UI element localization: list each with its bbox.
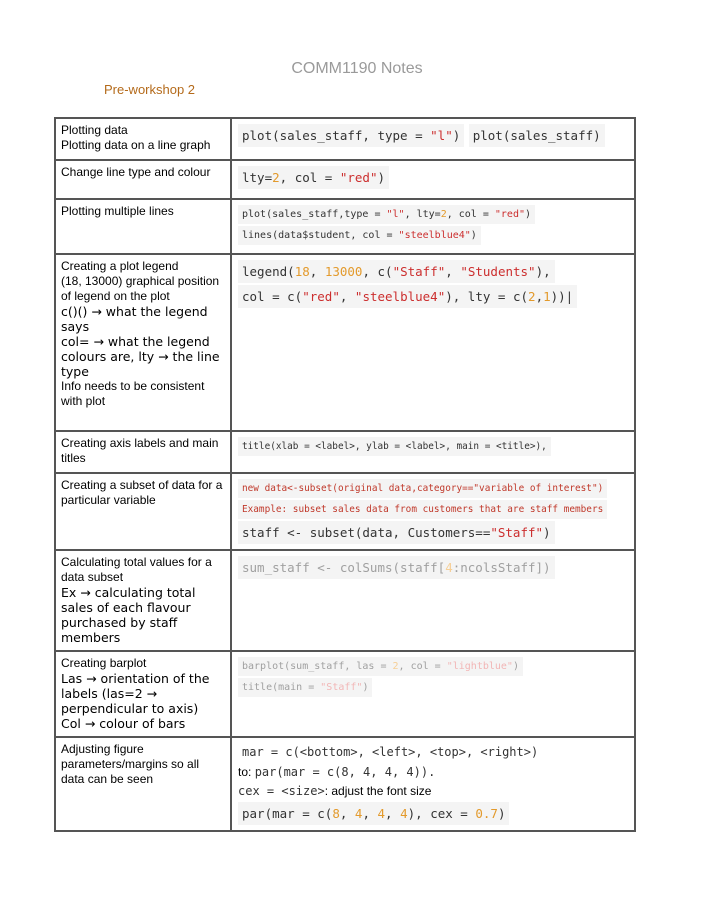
row-description xyxy=(55,651,231,737)
table-row xyxy=(55,550,635,651)
code-line: plot(sales_staff) xyxy=(469,124,605,147)
desc-line: Las → orientation of the labels (las=2 → perpendicular to axis) xyxy=(61,671,210,716)
code-line: Example: subset sales data from customers that are staff members xyxy=(238,500,607,519)
desc-line: col= → what the legend colours are, lty → the line type xyxy=(61,334,220,379)
desc-line: Creating a plot legend xyxy=(61,259,179,273)
desc-line: Plotting multiple lines xyxy=(61,204,174,218)
desc-line: Col → colour of bars xyxy=(61,716,186,731)
code-snippet xyxy=(231,737,635,831)
page-subtitle: Pre-workshop 2 xyxy=(104,82,196,97)
code-snippet xyxy=(231,431,635,473)
code-line: cex = <size>: adjust the font size xyxy=(238,784,432,798)
row-description xyxy=(55,118,231,160)
row-description xyxy=(55,473,231,550)
code-line: lines(data$student, col = "steelblue4") xyxy=(238,226,481,245)
row-description xyxy=(55,550,231,651)
code-line: sum_staff <- colSums(staff[4:ncolsStaff]) xyxy=(238,556,555,579)
desc-line: Calculating total values for a data subset xyxy=(61,555,212,584)
table-row xyxy=(55,118,635,160)
desc-line: Creating barplot xyxy=(61,656,147,670)
desc-line: Plotting data xyxy=(61,123,128,137)
notes-table xyxy=(54,117,636,832)
code-line: col = c("red", "steelblue4"), lty = c(2,1))| xyxy=(238,285,577,308)
code-line: title(xlab = <label>, ylab = <label>, main = <title>), xyxy=(238,437,551,456)
table-row xyxy=(55,431,635,473)
desc-line: Adjusting figure parameters/margins so all data can be seen xyxy=(61,742,200,786)
code-snippet xyxy=(231,473,635,550)
code-line: lty=2, col = "red") xyxy=(238,166,389,189)
desc-line: c()() → what the legend says xyxy=(61,304,208,334)
code-line: mar = c(<bottom>, <left>, <top>, <right>) xyxy=(238,743,542,762)
table-row xyxy=(55,199,635,254)
code-line: staff <- subset(data, Customers=="Staff") xyxy=(238,521,555,544)
code-snippet xyxy=(231,199,635,254)
code-line: to: par(mar = c(8, 4, 4, 4)). xyxy=(238,765,436,779)
desc-line: Creating axis labels and main titles xyxy=(61,436,219,465)
page-title: COMM1190 Notes xyxy=(291,60,423,77)
table-row xyxy=(55,160,635,199)
row-description xyxy=(55,199,231,254)
row-description xyxy=(55,431,231,473)
code-line: barplot(sum_staff, las = 2, col = "lightblue") xyxy=(238,657,523,676)
desc-line: Creating a subset of data for a particular variable xyxy=(61,478,223,507)
code-snippet xyxy=(231,160,635,199)
table-row xyxy=(55,473,635,550)
code-line: legend(18, 13000, c("Staff", "Students"), xyxy=(238,260,555,283)
code-snippet xyxy=(231,550,635,651)
code-line: title(main = "Staff") xyxy=(238,678,372,697)
row-description xyxy=(55,737,231,831)
code-line: plot(sales_staff,type = "l", lty=2, col = "red") xyxy=(238,205,535,224)
code-line: new data<-subset(original data,category=="variable of interest") xyxy=(238,479,607,498)
desc-line: Ex → calculating total sales of each flavour purchased by staff members xyxy=(61,585,196,645)
row-description xyxy=(55,160,231,199)
row-description xyxy=(55,254,231,431)
code-snippet xyxy=(231,118,635,160)
table-row xyxy=(55,651,635,737)
desc-line: Info needs to be consistent with plot xyxy=(61,379,205,408)
code-line: plot(sales_staff, type = "l") xyxy=(238,124,464,147)
table-row xyxy=(55,737,635,831)
table-row xyxy=(55,254,635,431)
code-snippet xyxy=(231,651,635,737)
code-line: par(mar = c(8, 4, 4, 4), cex = 0.7) xyxy=(238,802,509,825)
desc-line: Plotting data on a line graph xyxy=(61,138,211,152)
code-snippet xyxy=(231,254,635,431)
desc-line: Change line type and colour xyxy=(61,165,211,179)
desc-line: (18, 13000) graphical position of legend on the plot xyxy=(61,274,220,303)
